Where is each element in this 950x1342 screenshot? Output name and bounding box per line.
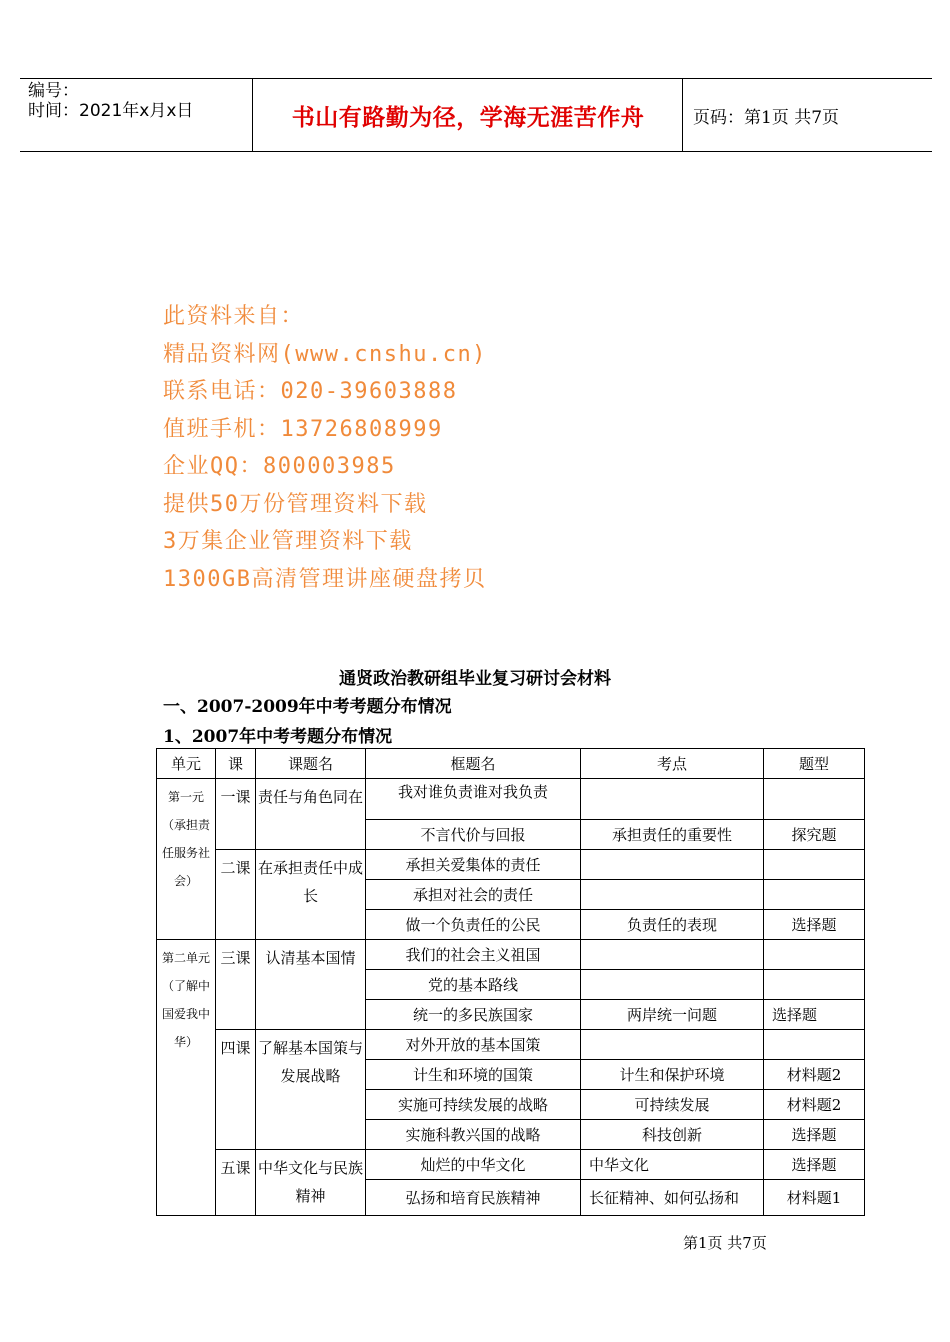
info-line: 提供50万份管理资料下载	[163, 491, 428, 517]
info-line: 1300GB高清管理讲座硬盘拷贝	[163, 566, 487, 592]
lesson-cell: 四课	[216, 1030, 256, 1150]
frame-cell: 统一的多民族国家	[366, 1000, 581, 1030]
point-cell	[581, 880, 764, 910]
type-cell: 选择题	[764, 910, 865, 940]
section-heading: 一、2007-2009年中考考题分布情况	[163, 697, 452, 717]
point-cell: 科技创新	[581, 1120, 764, 1150]
type-cell	[764, 970, 865, 1000]
point-cell: 计生和保护环境	[581, 1060, 764, 1090]
frame-cell: 做一个负责任的公民	[366, 910, 581, 940]
table-row	[157, 779, 865, 820]
document-title: 通贤政治教研组毕业复习研讨会材料	[339, 669, 611, 689]
frame-cell: 实施科教兴国的战略	[366, 1120, 581, 1150]
header-cell: 题型	[764, 749, 865, 779]
lesson-cell: 五课	[216, 1150, 256, 1216]
point-cell: 长征精神、如何弘扬和	[581, 1180, 764, 1216]
type-cell	[764, 1030, 865, 1060]
frame-cell: 承担关爱集体的责任	[366, 850, 581, 880]
info-line: 联系电话：020-39603888	[163, 379, 458, 404]
frame-cell: 对外开放的基本国策	[366, 1030, 581, 1060]
point-cell	[581, 850, 764, 880]
info-line: 值班手机：13726808999	[163, 416, 443, 442]
topic-cell: 在承担责任中成长	[256, 850, 366, 940]
lesson-cell: 二课	[216, 850, 256, 940]
lesson-cell: 一课	[216, 779, 256, 850]
header-cell: 单元	[157, 749, 216, 779]
document-header	[20, 78, 932, 152]
info-line: 3万集企业管理资料下载	[163, 529, 413, 554]
type-cell: 材料题1	[764, 1180, 865, 1216]
frame-cell: 实施可持续发展的战略	[366, 1090, 581, 1120]
topic-cell: 责任与角色同在	[256, 779, 366, 850]
point-cell: 中华文化	[581, 1150, 764, 1180]
type-cell: 选择题	[764, 1150, 865, 1180]
frame-cell: 计生和环境的国策	[366, 1060, 581, 1090]
unit-cell: 第一元（承担责任服务社会）	[157, 779, 216, 940]
type-cell: 选择题	[764, 1120, 865, 1150]
header-cell: 课	[216, 749, 256, 779]
point-cell: 负责任的表现	[581, 910, 764, 940]
point-cell: 可持续发展	[581, 1090, 764, 1120]
number-label: 编号：	[28, 81, 79, 101]
table-row	[157, 1150, 865, 1180]
type-cell: 材料题2	[764, 1090, 865, 1120]
lesson-cell: 三课	[216, 940, 256, 1030]
topic-cell: 了解基本国策与发展战略	[256, 1030, 366, 1150]
point-cell	[581, 1030, 764, 1060]
header-meta	[28, 81, 193, 121]
page-footer: 第1页 共7页	[683, 1234, 767, 1252]
header-motto: 书山有路勤为径，学海无涯苦作舟	[291, 104, 645, 131]
point-cell: 承担责任的重要性	[581, 820, 764, 850]
type-cell	[764, 850, 865, 880]
frame-cell: 我对谁负责谁对我负责	[366, 779, 581, 820]
header-divider	[682, 79, 683, 151]
point-cell	[581, 970, 764, 1000]
frame-cell: 承担对社会的责任	[366, 880, 581, 910]
time-label: 时间：2021年x月x日	[28, 101, 194, 121]
type-cell	[764, 940, 865, 970]
frame-cell: 灿烂的中华文化	[366, 1150, 581, 1180]
point-cell: 两岸统一问题	[581, 1000, 764, 1030]
topic-cell: 认清基本国情	[256, 940, 366, 1030]
frame-cell: 不言代价与回报	[366, 820, 581, 850]
table-row	[157, 1030, 865, 1060]
type-cell: 选择题	[764, 1000, 865, 1030]
point-cell	[581, 779, 764, 820]
header-cell: 考点	[581, 749, 764, 779]
info-line: 精品资料网(www.cnshu.cn)	[163, 341, 487, 367]
table-header-row	[157, 749, 865, 779]
type-cell: 材料题2	[764, 1060, 865, 1090]
frame-cell: 弘扬和培育民族精神	[366, 1180, 581, 1216]
exam-distribution-table	[156, 748, 865, 1216]
header-cell: 课题名	[256, 749, 366, 779]
subsection-heading: 1、2007年中考考题分布情况	[163, 727, 393, 747]
type-cell	[764, 779, 865, 820]
frame-cell: 我们的社会主义祖国	[366, 940, 581, 970]
frame-cell: 党的基本路线	[366, 970, 581, 1000]
unit-cell: 第二单元（了解中国爱我中华）	[157, 940, 216, 1216]
point-cell	[581, 940, 764, 970]
header-page-info: 页码：第1页 共7页	[693, 107, 840, 128]
table-row	[157, 940, 865, 970]
table-row	[157, 850, 865, 880]
info-block	[163, 298, 487, 598]
header-cell: 框题名	[366, 749, 581, 779]
type-cell: 探究题	[764, 820, 865, 850]
topic-cell: 中华文化与民族精神	[256, 1150, 366, 1216]
info-line: 此资料来自：	[163, 304, 305, 329]
type-cell	[764, 880, 865, 910]
info-line: 企业QQ：800003985	[163, 454, 396, 479]
